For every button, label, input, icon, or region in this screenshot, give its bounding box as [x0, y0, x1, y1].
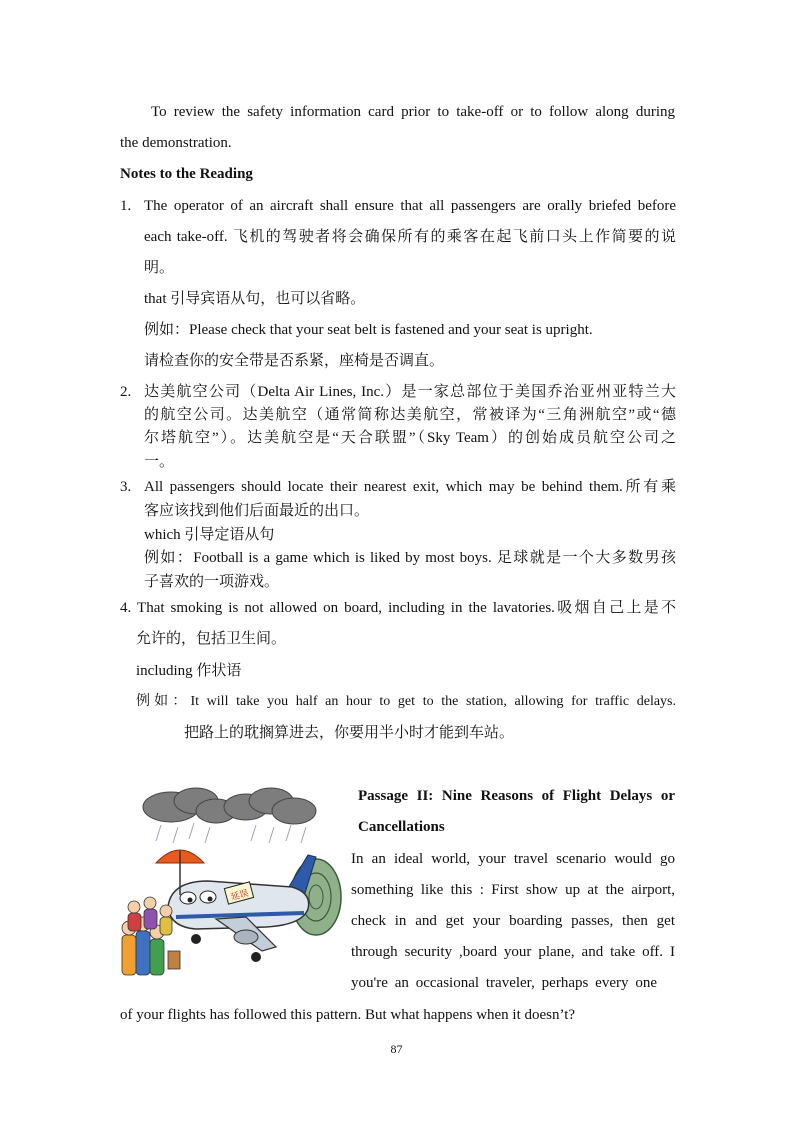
passage-text-line-3: check in and get your boarding passes, then get [351, 913, 675, 929]
intro-line-1: To review the safety information card prior to take-off or to follow along during [151, 104, 675, 120]
passage-text-line-6: of your flights has followed this pattern. But what happens when it doesn’t? [120, 1007, 576, 1023]
note-1-line-2: each take-off. 飞机的驾驶者将会确保所有的乘客在起飞前口头上作简要的说 [144, 229, 676, 245]
delayed-airplane-cartoon-icon [116, 785, 344, 990]
passage-text-line-4: through security ,board your plane, and take off. I [351, 944, 675, 960]
note-4-line-1: 4. That smoking is not allowed on board, including in the lavatories.吸烟自己上是不 [120, 600, 676, 616]
note-2-line-4: 一。 [144, 454, 175, 470]
note-3-line-5: 子喜欢的一项游戏。 [144, 574, 280, 590]
note-3-line-2: 客应该找到他们后面最近的出口。 [144, 503, 370, 519]
note-3-number: 3. [120, 479, 132, 495]
note-2-number: 2. [120, 384, 132, 400]
note-3-line-3: which 引导定语从句 [144, 527, 275, 543]
page-number: 87 [390, 1042, 403, 1056]
note-3-line-1: All passengers should locate their nearest exit, which may be behind them.所有乘 [144, 479, 676, 495]
passage-text-line-1: In an ideal world, your travel scenario would go [351, 851, 675, 867]
notes-heading: Notes to the Reading [120, 166, 253, 182]
note-1-number: 1. [120, 198, 132, 214]
intro-line-2: the demonstration. [120, 135, 232, 151]
note-2-line-2: 的航空公司。达美航空（通常简称达美航空，常被译为“三角洲航空”或“德 [144, 407, 676, 423]
delay-sign-text: 延误 [229, 888, 250, 904]
note-1-line-3: 明。 [144, 260, 175, 276]
note-3-line-4: 例如：Football is a game which is liked by most boys. 足球就是一个大多数男孩 [144, 550, 676, 566]
note-1-line-4: that 引导宾语从句，也可以省略。 [144, 291, 366, 307]
passage-text-line-2: something like this : First show up at the airport, [351, 882, 675, 898]
note-1-line-5: 例如：Please check that your seat belt is fastened and your seat is upright. [144, 322, 593, 338]
note-4-line-3: including 作状语 [136, 663, 242, 679]
passage-title-line-2: Cancellations [358, 819, 445, 835]
note-2-line-3: 尔塔航空”）。达美航空是“天合联盟”（Sky Team）的创始成员航空公司之 [144, 430, 676, 446]
note-4-line-2: 允许的，包括卫生间。 [136, 631, 287, 647]
note-4-line-5: 把路上的耽搁算进去，你要用半小时才能到车站。 [184, 725, 515, 741]
passage-title-line-1: Passage II: Nine Reasons of Flight Delays or [358, 788, 675, 804]
note-1-line-6: 请检查你的安全带是否系紧，座椅是否调直。 [144, 353, 445, 369]
note-2-line-1: 达美航空公司（Delta Air Lines, Inc.）是一家总部位于美国乔治亚州亚特兰大 [144, 384, 676, 400]
note-1-line-1: The operator of an aircraft shall ensure that all passengers are orally briefed before [144, 198, 676, 214]
passage-text-line-5: you're an occasional traveler, perhaps every one [351, 975, 657, 991]
note-4-line-4: 例如：It will take you half an hour to get to the station, allowing for traffic delays. [136, 694, 676, 709]
